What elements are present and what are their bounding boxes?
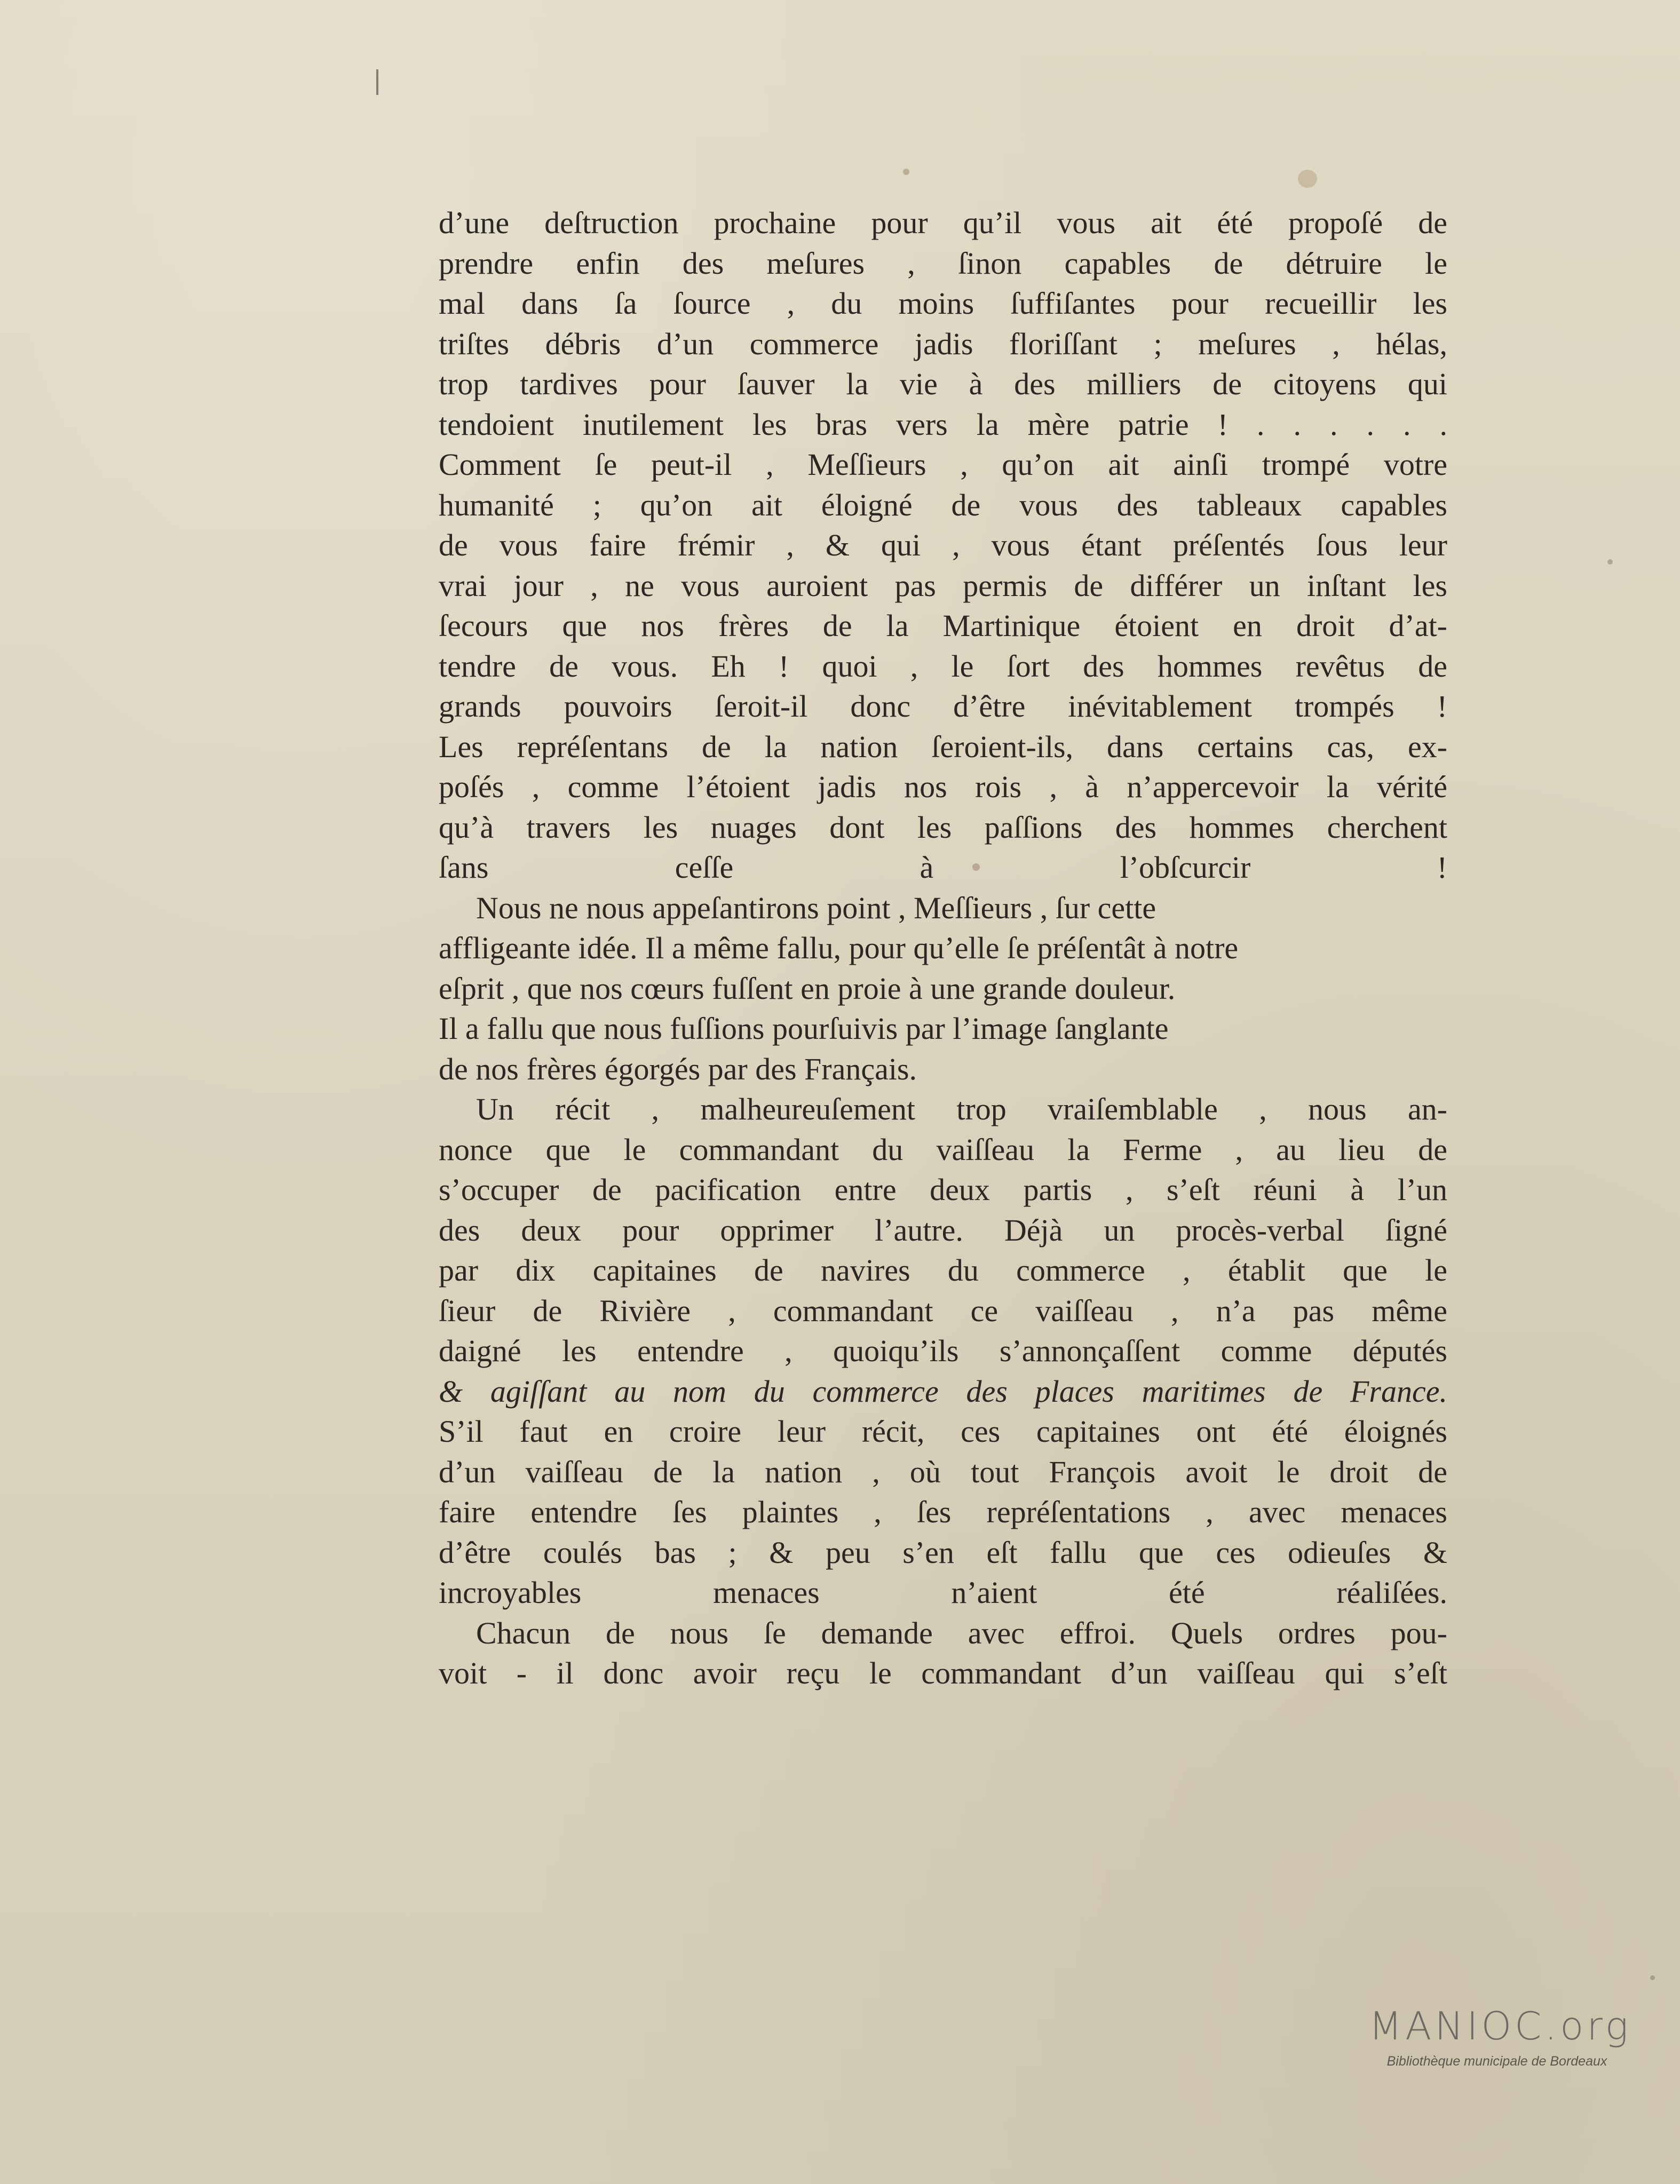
text-line: d’un vaiſſeau de la nation , où tout François avoit le droit de <box>439 1454 1447 1489</box>
text-line: poſés , comme l’étoient jadis nos rois , à n’appercevoir la vérité <box>439 769 1447 804</box>
text-line: & agiſſant au nom du commerce des places maritimes de France. <box>439 1373 1447 1409</box>
text-line: grands pouvoirs ſeroit-il donc d’être inévitablement trompés ! <box>439 689 1447 724</box>
ink-stain <box>1650 1975 1655 1980</box>
text-line: de vous faire frémir , & qui , vous étant préſentés ſous leur <box>439 528 1447 562</box>
text-line: incroyables menaces n’aient été réaliſées. <box>439 1575 1447 1610</box>
text-line: s’occuper de pacification entre deux partis , s’eſt réuni à l’un <box>439 1172 1447 1207</box>
text-line: par dix capitaines de navires du commerce , établit que le <box>439 1253 1447 1288</box>
ink-mark <box>376 69 378 95</box>
ink-stain <box>903 169 909 175</box>
library-credit: Bibliothèque municipale de Bordeaux <box>1386 2054 1607 2069</box>
document-body <box>439 203 1447 1694</box>
text-line: ſieur de Rivière , commandant ce vaiſſeau , n’a pas même <box>439 1293 1447 1328</box>
text-line: Chacun de nous ſe demande avec effroi. Quels ordres pou- <box>476 1615 1447 1650</box>
ink-stain <box>1607 559 1613 565</box>
text-line: nonce que le commandant du vaiſſeau la Ferme , au lieu de <box>439 1132 1447 1167</box>
text-line: affligeante idée. Il a même fallu, pour qu’elle ſe préſentât à notre <box>439 931 1239 965</box>
text-line: S’il faut en croire leur récit, ces capitaines ont été éloignés <box>439 1414 1447 1449</box>
text-line: daigné les entendre , quoiqu’ils s’annonçaſſent comme députés <box>439 1333 1447 1368</box>
text-line: d’être coulés bas ; & peu s’en eſt fallu que ces odieuſes & <box>439 1535 1447 1570</box>
text-line: Un récit , malheureuſement trop vraiſemblable , nous an- <box>476 1092 1447 1126</box>
text-line: des deux pour opprimer l’autre. Déjà un procès-verbal ſigné <box>439 1212 1447 1248</box>
text-line: vrai jour , ne vous auroient pas permis de différer un inſtant les <box>439 568 1447 603</box>
text-line: Comment ſe peut-il , Meſſieurs , qu’on ait ainſi trompé votre <box>439 447 1447 482</box>
text-line: de nos frères égorgés par des Français. <box>439 1051 917 1086</box>
text-line: qu’à travers les nuages dont les paſſions des hommes cherchent <box>439 809 1447 845</box>
text-line: d’une deſtruction prochaine pour qu’il vous ait été propoſé de <box>439 205 1447 240</box>
text-line: tendoient inutilement les bras vers la mère patrie ! . . . . . . <box>439 407 1447 442</box>
text-line: mal dans ſa ſource , du moins ſuffiſantes pour recueillir les <box>439 286 1447 321</box>
paragraph <box>439 1089 1447 1613</box>
text-line: ſecours que nos frères de la Martinique étoient en droit d’at- <box>439 608 1447 643</box>
text-line: voit - il donc avoir reçu le commandant d’un vaiſſeau qui s’eſt <box>439 1656 1447 1690</box>
text-line: Les repréſentans de la nation ſeroient-ils, dans certains cas, ex- <box>439 729 1447 764</box>
text-line: triſtes débris d’un commerce jadis floriſſant ; meſures , hélas, <box>439 326 1447 361</box>
ink-stain <box>1298 170 1317 188</box>
manioc-watermark <box>1369 2004 1631 2069</box>
text-line: trop tardives pour ſauver la vie à des milliers de citoyens qui <box>439 367 1447 401</box>
text-line: humanité ; qu’on ait éloigné de vous des tableaux capables <box>439 487 1447 522</box>
paragraph <box>439 888 1447 1090</box>
paragraph <box>439 1613 1447 1694</box>
text-line: ſans ceſſe à l’obſcurcir ! <box>439 850 1447 885</box>
text-line: Il a fallu que nous fuſſions pourſuivis par l’image ſanglante <box>439 1011 1169 1046</box>
text-line: Nous ne nous appeſantirons point , Meſſieurs , ſur cette <box>476 890 1156 925</box>
manioc-logo: MANIOC.org <box>1369 2004 1631 2048</box>
text-line: tendre de vous. Eh ! quoi , le ſort des hommes revêtus de <box>439 648 1447 684</box>
text-line: faire entendre ſes plaintes , ſes repréſentations , avec menaces <box>439 1495 1447 1529</box>
text-line: eſprit , que nos cœurs fuſſent en proie à une grande douleur. <box>439 971 1176 1006</box>
text-line: prendre enfin des meſures , ſinon capables de détruire le <box>439 245 1447 281</box>
paragraph <box>439 203 1447 888</box>
